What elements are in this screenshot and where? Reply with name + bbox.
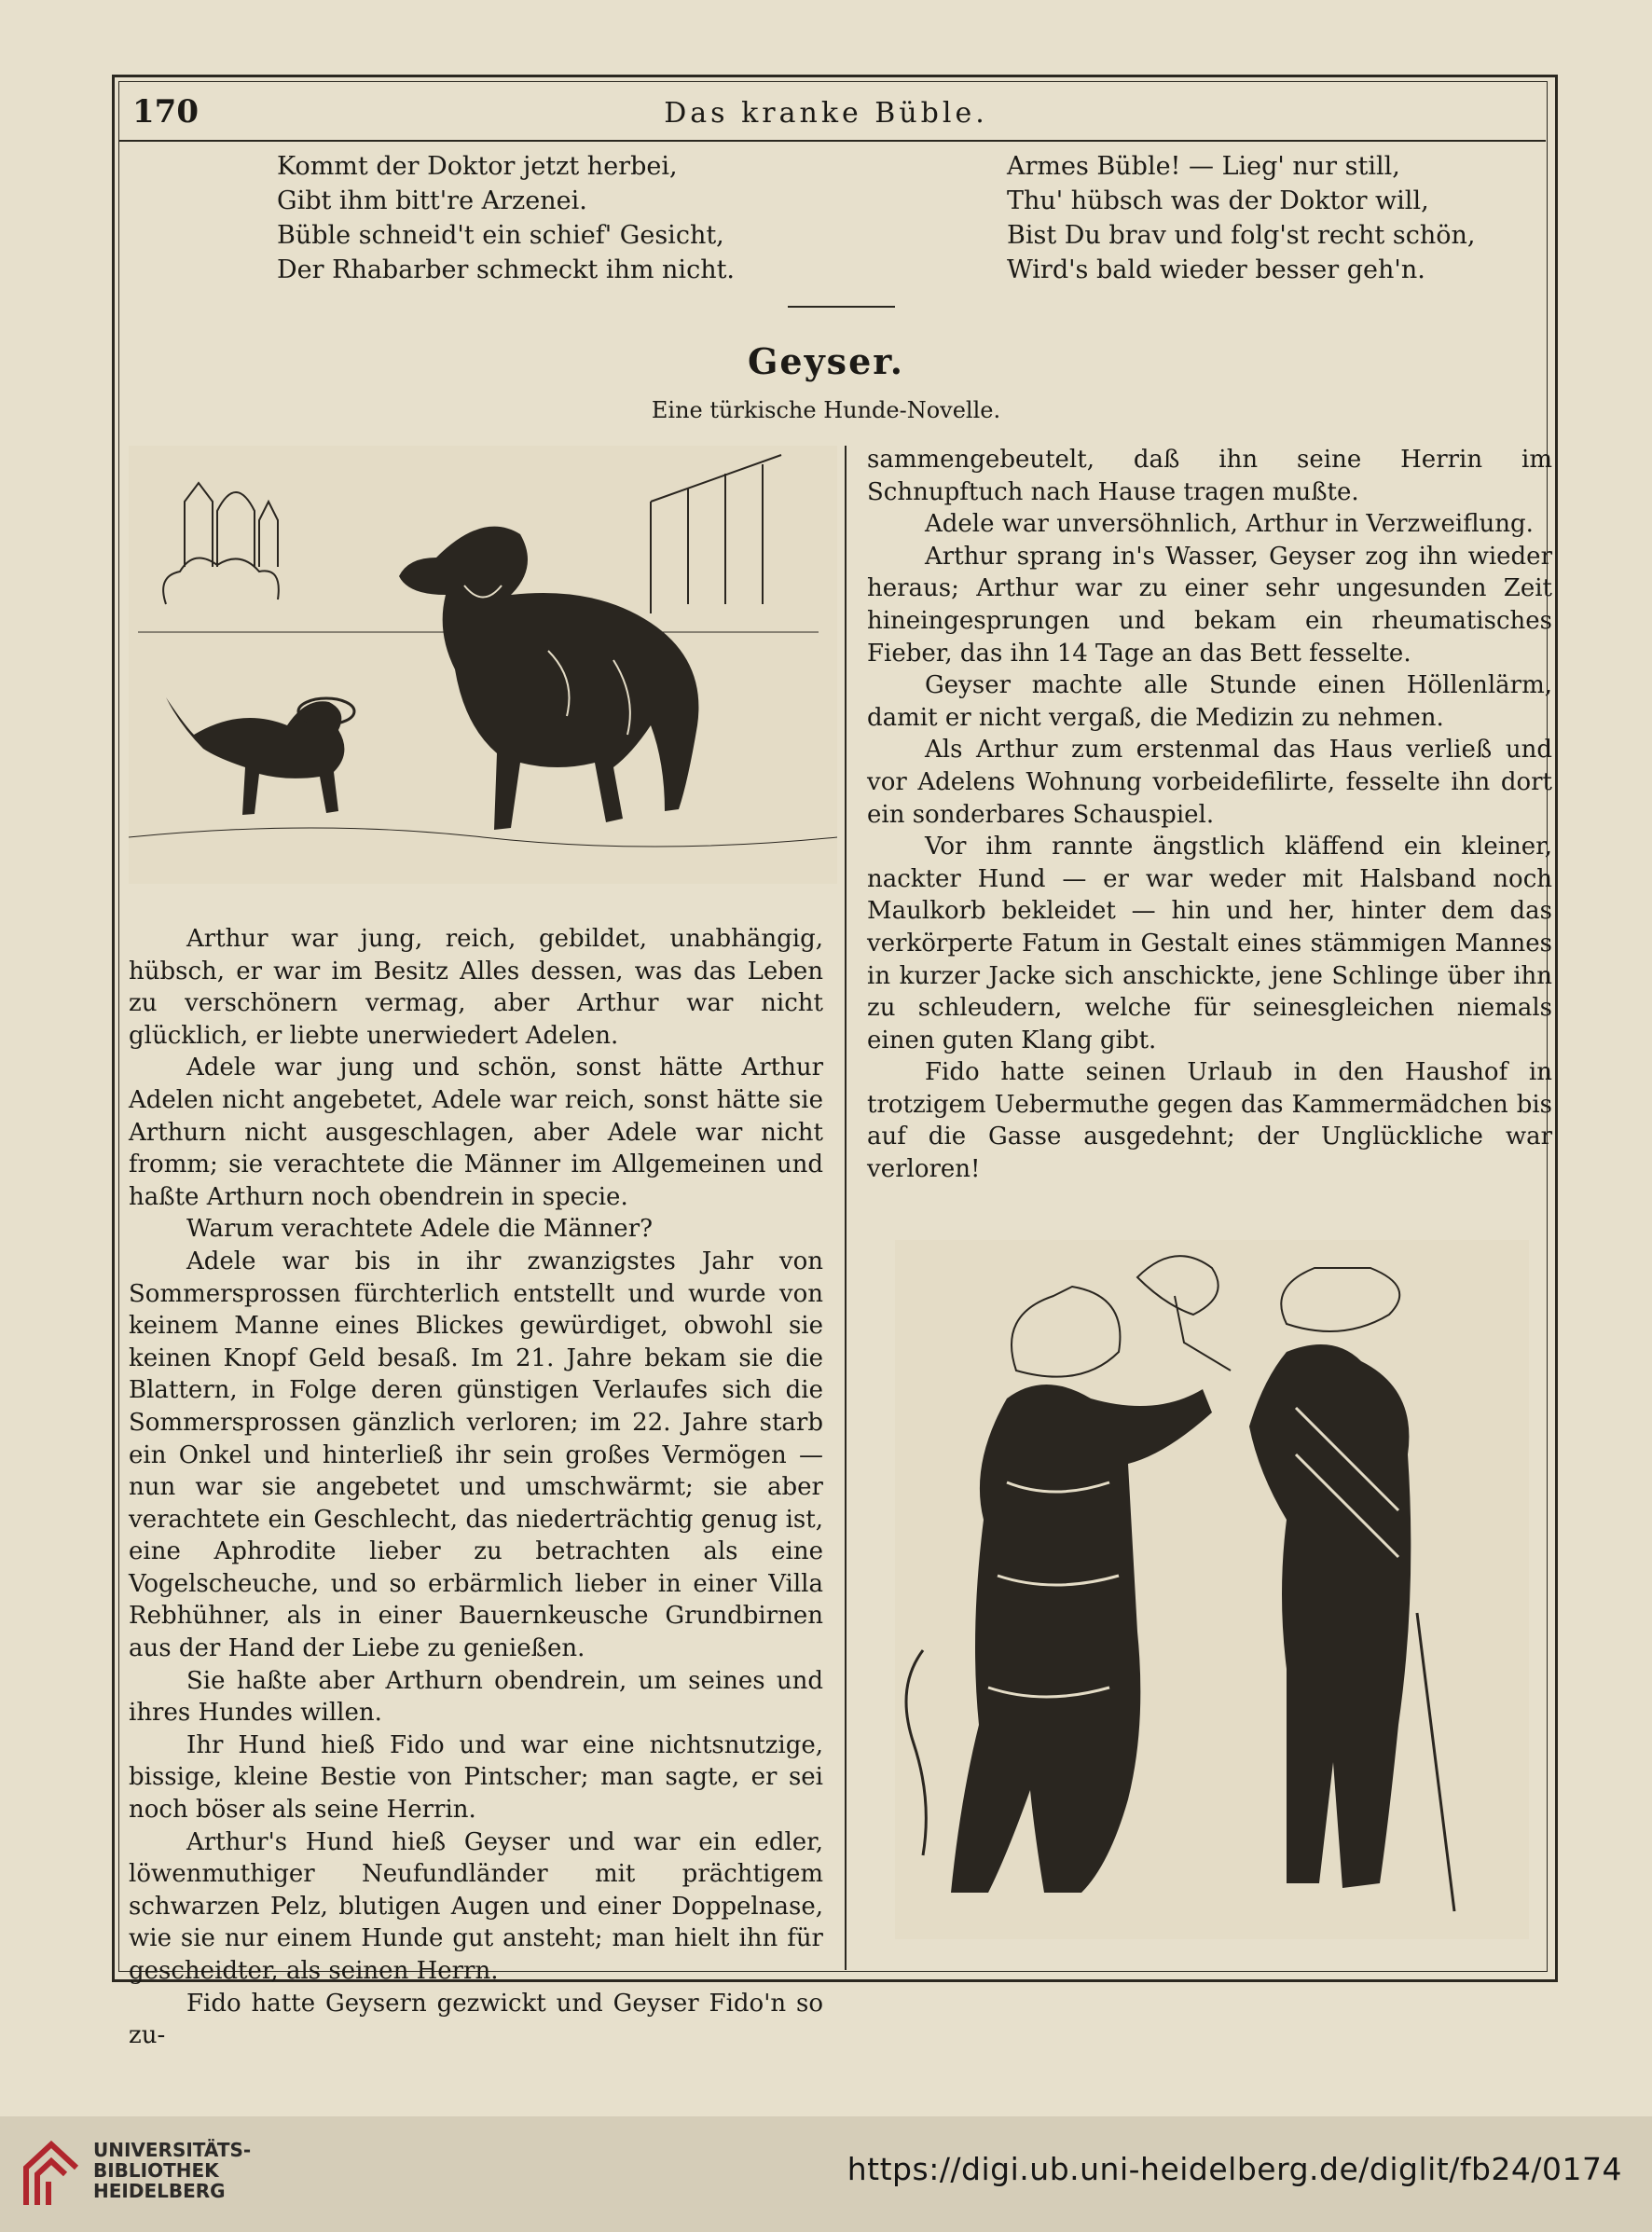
- story-paragraph: Fido hatte seinen Urlaub in den Haushof in trotzigem Uebermuthe gegen das Kammermädchen bis auf die Gasse ausgedehnt; der Unglückliche war verloren!: [867, 1058, 1552, 1184]
- story-paragraph: Adele war jung und schön, sonst hätte Arthur Adelen nicht angebetet, Adele war reich, sonst hätte sie Arthurn nicht ausgeschlagen, aber Adele war nicht fromm; sie verachtete die Männer im Allgemeinen und haßte Arthurn noch obendrein in specie.: [129, 1054, 823, 1211]
- story-paragraph: Warum verachtete Adele die Männer?: [186, 1215, 654, 1244]
- story-title: Geyser.: [747, 340, 905, 382]
- story-paragraph: Vor ihm rannte ängstlich kläffend ein kleiner, nackter Hund — er war weder mit Halsband noch Maulkorb bekleidet — hin und her, hinter dem das verkörperte Fatum in Gestalt eines stämmigen Mannes in kurzer Jacke sich anschickte, jene Schlinge über ihn zu schleudern, welche für seinesgleichen niemals einen guten Klang gibt.: [867, 833, 1552, 1054]
- library-logo-icon[interactable]: [19, 2135, 84, 2210]
- story-paragraph: Arthur sprang in's Wasser, Geyser zog ihn wieder heraus; Arthur war zu einer sehr ungesunden Zeit hineingesprungen und bekam ein rheumatisches Fieber, das ihn 14 Tage an das Bett fesselte.: [867, 542, 1552, 668]
- poem-line: Der Rhabarber schmeckt ihm nicht.: [277, 255, 736, 284]
- story-paragraph: Arthur war jung, reich, gebildet, unabhängig, hübsch, er war im Besitz Alles dessen, was das Leben zu verschönern vermag, aber Arthur war nicht glücklich, er liebte unerwiedert Adelen.: [129, 925, 823, 1050]
- poem-line: Gibt ihm bitt're Arzenei.: [277, 186, 587, 215]
- page-number: 170: [132, 93, 199, 131]
- poem-line: Thu' hübsch was der Doktor will,: [1007, 186, 1429, 215]
- poem-left-stanza: [277, 149, 735, 287]
- turks-illustration: [895, 1240, 1529, 1939]
- story-subtitle: Eine türkische Hunde-Novelle.: [651, 397, 1001, 423]
- story-paragraph: Adele war bis in ihr zwanzigstes Jahr von Sommersprossen fürchterlich entstellt und wurde von keinem Manne eines Blickes gewürdiget, obwohl sie keinen Knopf Geld besaß. Im 21. Jahre bekam sie die Blattern, in Folge deren günstigen Verlaufes sich die Sommersprossen gänzlich verloren; im 22. Jahre starb ein Onkel und hinterließ ihr sein großes Vermögen — nun war sie angebetet und umschwärmt; sie aber verachtete ein Geschlecht, das niederträchtig genug ist, eine Aphrodite lieber zu betrachten als eine Vogelscheuche, und so erbärmlich lieber in einer Villa Rebhühner, als in einer Bauernkeusche Grundbirnen aus der Hand der Liebe zu genießen.: [129, 1247, 823, 1663]
- library-name: [93, 2140, 251, 2201]
- library-name-line: BIBLIOTHEK: [93, 2159, 219, 2182]
- poem-right-stanza: [1007, 149, 1475, 287]
- story-paragraph: Geyser machte alle Stunde einen Höllenlärm, damit er nicht vergaß, die Medizin zu nehmen.: [867, 671, 1552, 732]
- story-paragraph: Ihr Hund hieß Fido und war eine nichtsnutzige, bissige, kleine Bestie von Pintscher; man sagte, er sei noch böser als seine Herrin.: [129, 1730, 823, 1825]
- poem-line: Wird's bald wieder besser geh'n.: [1007, 255, 1425, 284]
- section-divider: [788, 306, 895, 308]
- library-name-line: HEIDELBERG: [93, 2180, 226, 2202]
- turks-engraving: [895, 1240, 1529, 1939]
- story-paragraph: Als Arthur zum erstenmal das Haus verließ und vor Adelens Wohnung vorbeidefilirte, fesselte ihn dort ein sonderbares Schauspiel.: [867, 736, 1552, 829]
- dogs-engraving: [129, 446, 837, 884]
- running-title: Das kranke Büble.: [664, 97, 988, 130]
- header-rule: [118, 140, 1546, 142]
- story-right-column: [867, 444, 1552, 1186]
- poem-line: Büble schneid't ein schief' Gesicht,: [277, 221, 724, 250]
- story-paragraph: Sie haßte aber Arthurn obendrein, um seines und ihres Hundes willen.: [129, 1666, 823, 1728]
- story-paragraph: Fido hatte Geysern gezwickt und Geyser Fido'n so zu-: [129, 1989, 823, 2050]
- story-paragraph: Adele war unversöhnlich, Arthur in Verzweiflung.: [925, 510, 1534, 539]
- story-paragraph: Arthur's Hund hieß Geyser und war ein edler, löwenmuthiger Neufundländer mit prächtigem schwarzen Pelz, blutigen Augen und einer Doppelnase, wie sie nur einem Hunde gut ansteht; man hielt ihn für gescheidter, als seinen Herrn.: [129, 1827, 823, 1985]
- story-paragraph-continued: sammengebeutelt, daß ihn seine Herrin im Schnupftuch nach Hause tragen mußte.: [867, 446, 1552, 506]
- library-name-line: UNIVERSITÄTS-: [93, 2139, 252, 2161]
- poem-line: Armes Büble! — Lieg' nur still,: [1007, 152, 1400, 181]
- column-rule: [845, 446, 847, 1970]
- story-left-column: [129, 923, 823, 2052]
- dogs-illustration: [129, 446, 837, 884]
- poem-line: Kommt der Doktor jetzt herbei,: [277, 152, 678, 181]
- poem-line: Bist Du brav und folg'st recht schön,: [1007, 221, 1476, 250]
- permalink-url[interactable]: https://digi.ub.uni-heidelberg.de/diglit/fb24/0174: [847, 2151, 1622, 2187]
